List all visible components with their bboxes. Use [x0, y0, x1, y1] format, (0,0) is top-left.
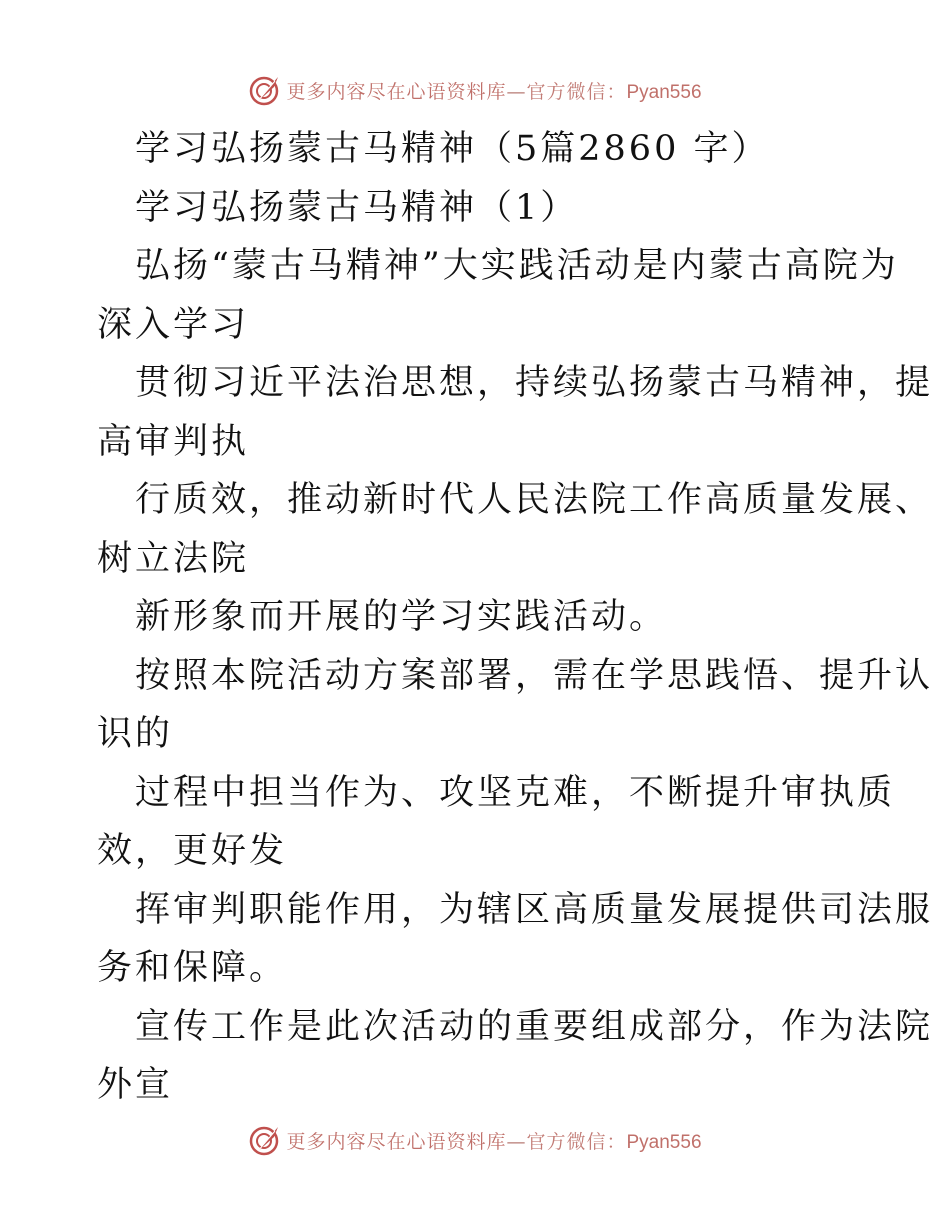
text-line: 学习弘扬蒙古马精神（1） [135, 187, 579, 228]
text-line: 效，更好发 [97, 831, 288, 871]
text-line: 学习弘扬蒙古马精神（5篇2860 字） [135, 129, 770, 169]
banner-text [286, 1127, 701, 1154]
text-line: 高审判执 [97, 421, 250, 462]
document-body [97, 120, 934, 1115]
text-line: 外宣 [97, 1065, 174, 1105]
text-line: 弘扬“蒙古马精神”大实践活动是内蒙古高院为 [135, 246, 899, 286]
header-banner [0, 70, 950, 110]
text-line: 务和保障。 [97, 948, 288, 988]
text-line: 按照本院活动方案部署，需在学思践悟、提升认 [135, 655, 934, 696]
footer-banner [0, 1120, 950, 1160]
banner-site-text: 更多内容尽在心语资料库 [286, 80, 507, 103]
banner-wechat-id: Pyan556 [626, 81, 702, 103]
text-line: 行质效，推动新时代人民法院工作高质量发展、 [135, 480, 934, 520]
banner-wechat-label: 官方微信： [526, 80, 627, 103]
text-line: 挥审判职能作用，为辖区高质量发展提供司法服 [135, 889, 934, 930]
text-line: 新形象而开展的学习实践活动。 [135, 597, 668, 637]
banner-wechat-id: Pyan556 [626, 1131, 702, 1153]
banner-text [286, 77, 701, 104]
quill-logo-icon [248, 1123, 282, 1157]
banner-wechat-label: 官方微信： [526, 1130, 627, 1153]
banner-separator: — [506, 80, 527, 103]
text-line: 过程中担当作为、攻坚克难，不断提升审执质 [135, 772, 896, 813]
banner-separator: — [506, 1130, 527, 1153]
text-line: 树立法院 [97, 538, 250, 579]
text-line: 深入学习 [97, 304, 250, 345]
text-line: 识的 [97, 714, 174, 754]
quill-logo-icon [248, 73, 282, 107]
banner-site-text: 更多内容尽在心语资料库 [286, 1130, 507, 1153]
text-line: 贯彻习近平法治思想，持续弘扬蒙古马精神，提 [135, 363, 934, 403]
text-line: 宣传工作是此次活动的重要组成部分，作为法院 [135, 1006, 934, 1047]
